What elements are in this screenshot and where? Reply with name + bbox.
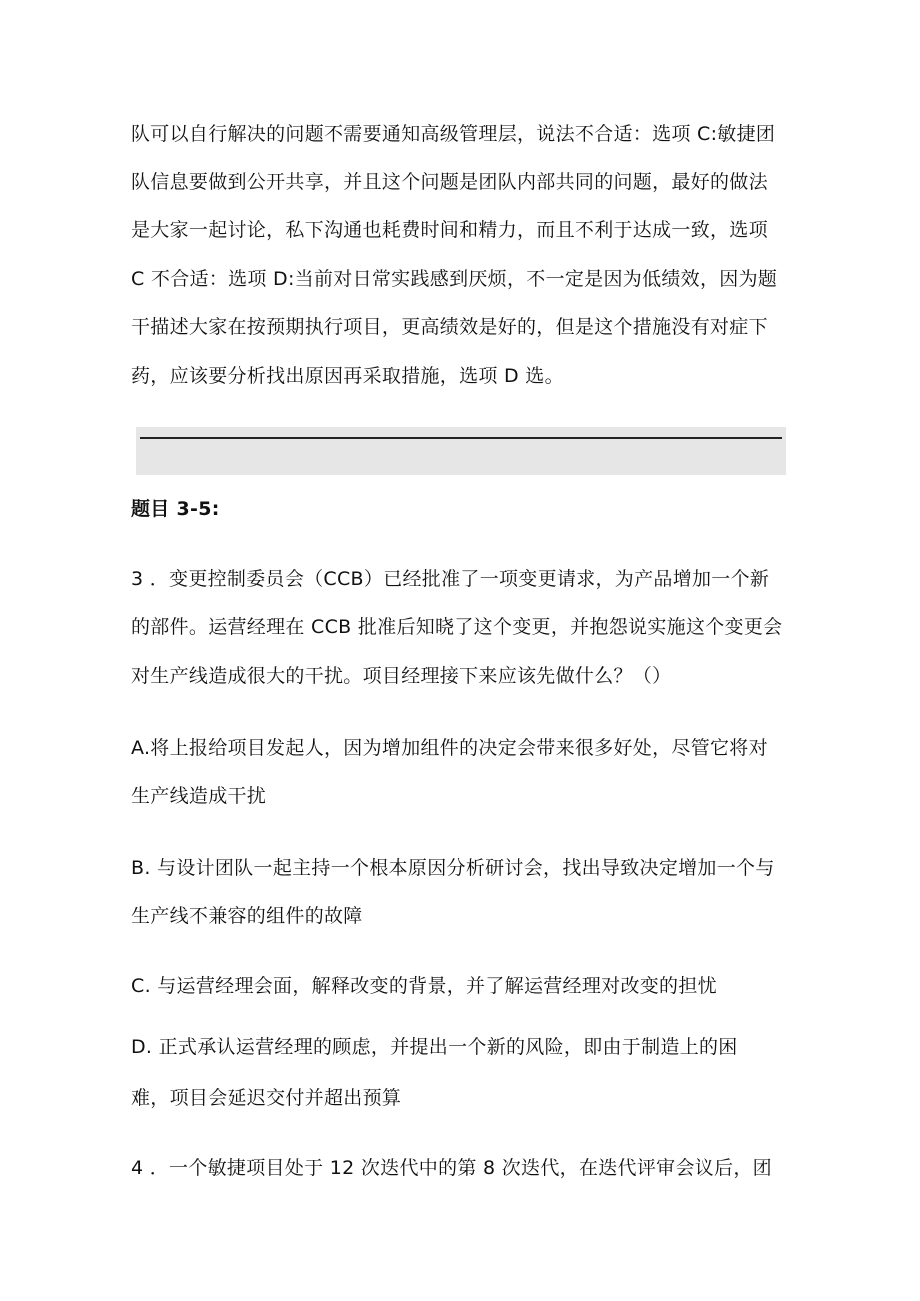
- question-text-line: 对生产线造成很大的干扰。项目经理接下来应该先做什么？（）: [131, 665, 672, 687]
- section-divider: [136, 427, 786, 475]
- text-line: 药，应该要分析找出原因再采取措施，选项 D 选。: [131, 365, 564, 387]
- question-text-line: 的部件。运营经理在 CCB 批准后知晓了这个变更，并抱怨说实施这个变更会: [131, 616, 783, 638]
- question-text-line: 3 ．变更控制委员会（CCB）已经批准了一项变更请求，为产品增加一个新: [131, 568, 770, 590]
- text-line: C 不合适：选项 D:当前对日常实践感到厌烦，不一定是因为低绩效，因为题: [131, 268, 778, 290]
- divider-rule: [140, 437, 782, 439]
- text-line: 队信息要做到公开共享，并且这个问题是团队内部共同的问题，最好的做法: [131, 171, 768, 193]
- text-line: 队可以自行解决的问题不需要通知高级管理层，说法不合适：选项 C:敏捷团: [131, 123, 776, 145]
- option-text-line: 难，项目会延迟交付并超出预算: [131, 1087, 402, 1109]
- option-text-line: C. 与运营经理会面，解释改变的背景，并了解运营经理对改变的担忧: [131, 975, 717, 997]
- option-text-line: 生产线不兼容的组件的故障: [131, 905, 363, 927]
- text-line: 干描述大家在按预期执行项目，更高绩效是好的，但是这个措施没有对症下: [131, 316, 768, 338]
- option-text-line: 生产线造成干扰: [131, 785, 267, 807]
- section-heading: 题目 3-5:: [131, 498, 220, 520]
- text-line: 是大家一起讨论，私下沟通也耗费时间和精力，而且不利于达成一致，选项: [131, 219, 768, 241]
- question-text-line: 4 ．一个敏捷项目处于 12 次迭代中的第 8 次迭代，在迭代评审会议后，团: [131, 1157, 772, 1179]
- option-text-line: D. 正式承认运营经理的顾虑，并提出一个新的风险，即由于制造上的困: [131, 1036, 738, 1058]
- option-text-line: B. 与设计团队一起主持一个根本原因分析研讨会，找出导致决定增加一个与: [131, 857, 775, 879]
- option-text-line: A.将上报给项目发起人，因为增加组件的决定会带来很多好处，尽管它将对: [131, 737, 768, 759]
